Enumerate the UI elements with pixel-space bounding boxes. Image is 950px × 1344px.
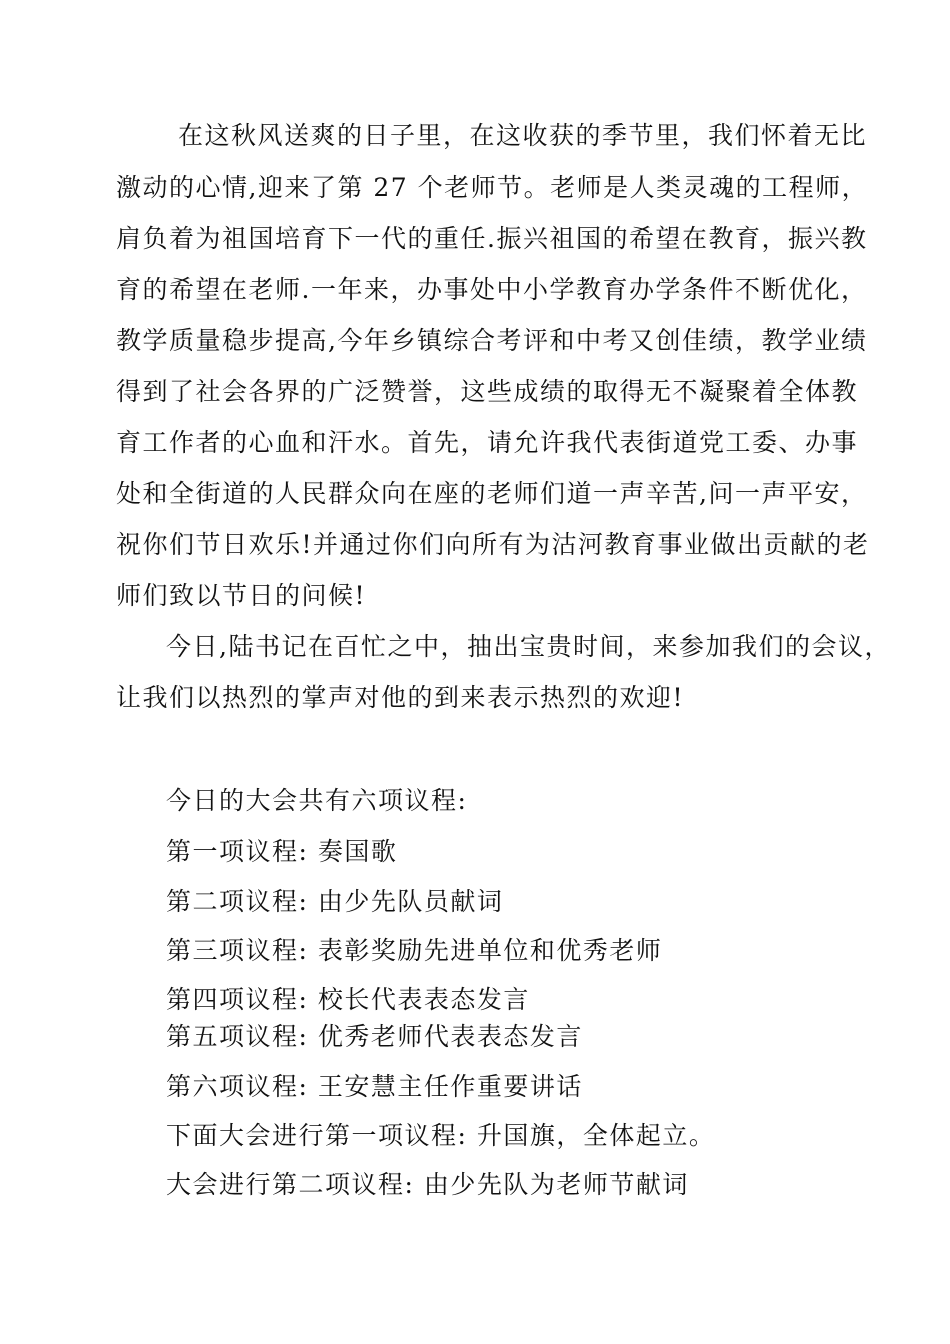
closing-line: 大会进行第二项议程: 由少先队为老师节献词 bbox=[166, 1170, 689, 1199]
closing-line: 下面大会进行第一项议程: 升国旗，全体起立。 bbox=[166, 1121, 716, 1150]
agenda-intro: 今日的大会共有六项议程: bbox=[166, 786, 468, 815]
paragraph-1-line: 祝你们节日欢乐!并通过你们向所有为沽河教育事业做出贡献的老 bbox=[116, 530, 870, 559]
paragraph-1-line: 处和全街道的人民群众向在座的老师们道一声辛苦,问一声平安， bbox=[116, 479, 868, 508]
paragraph-1-line: 得到了社会各界的广泛赞誉，这些成绩的取得无不凝聚着全体教 bbox=[116, 377, 859, 406]
agenda-item: 第五项议程: 优秀老师代表表态发言 bbox=[166, 1022, 583, 1051]
paragraph-1-line: 在这秋风送爽的日子里，在这收获的季节里，我们怀着无比 bbox=[178, 121, 868, 150]
agenda-item: 第六项议程: 王安慧主任作重要讲话 bbox=[166, 1072, 583, 1101]
paragraph-1-line: 师们致以节日的问候! bbox=[116, 581, 367, 610]
agenda-item: 第二项议程: 由少先队员献词 bbox=[166, 887, 504, 916]
paragraph-2-line: 让我们以热烈的掌声对他的到来表示热烈的欢迎! bbox=[116, 683, 685, 712]
paragraph-1-line: 激动的心情,迎来了第 27 个老师节。老师是人类灵魂的工程师， bbox=[116, 173, 869, 202]
paragraph-1-line: 育工作者的心血和汗水。首先，请允许我代表街道党工委、办事 bbox=[116, 428, 859, 457]
paragraph-1-line: 肩负着为祖国培育下一代的重任.振兴祖国的希望在教育，振兴教 bbox=[116, 224, 868, 253]
agenda-item: 第四项议程: 校长代表表态发言 bbox=[166, 985, 530, 1014]
agenda-item: 第一项议程: 奏国歌 bbox=[166, 837, 398, 866]
agenda-item: 第三项议程: 表彰奖励先进单位和优秀老师 bbox=[166, 936, 663, 965]
paragraph-1-line: 教学质量稳步提高,今年乡镇综合考评和中考又创佳绩，教学业绩 bbox=[116, 326, 868, 355]
paragraph-2-line: 今日,陆书记在百忙之中，抽出宝贵时间，来参加我们的会议， bbox=[166, 632, 891, 661]
paragraph-1-line: 育的希望在老师.一年来，办事处中小学教育办学条件不断优化， bbox=[116, 275, 868, 304]
